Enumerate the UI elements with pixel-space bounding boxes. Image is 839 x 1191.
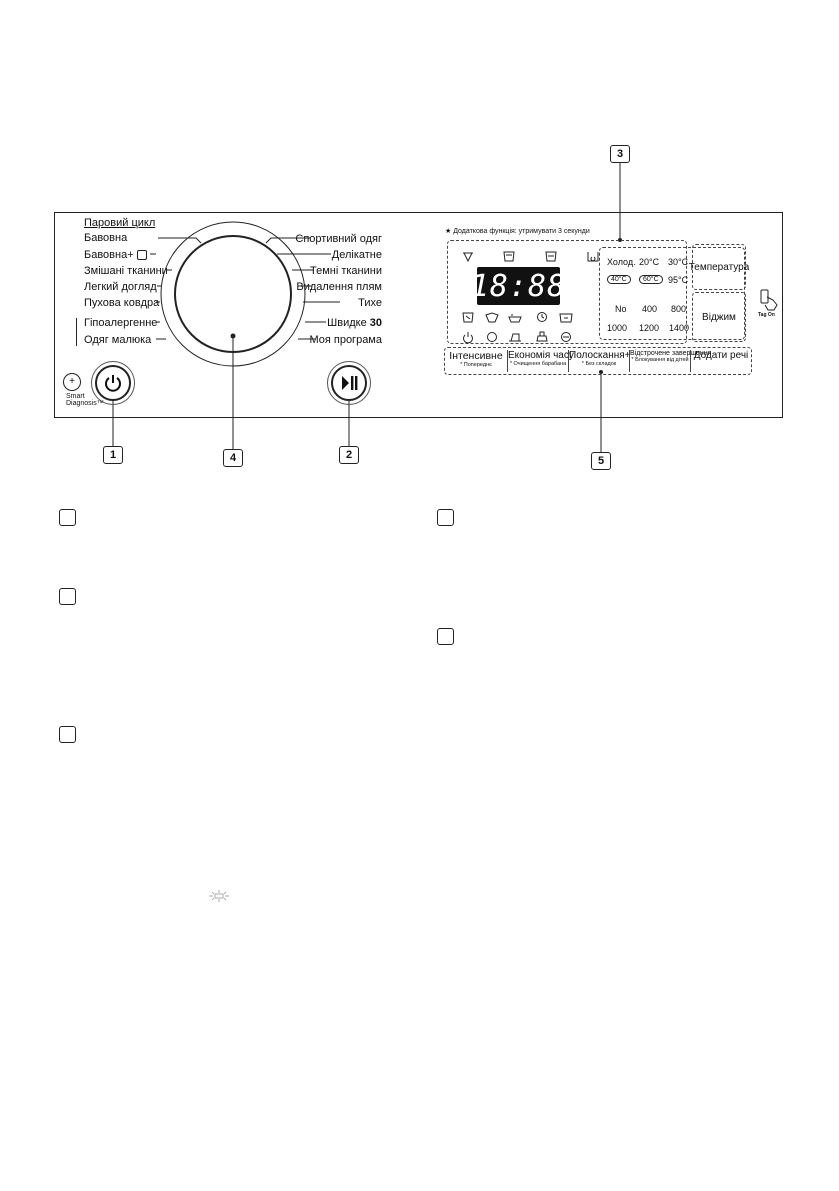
temperature-button[interactable]: Температура bbox=[692, 244, 746, 290]
child-lock-icon bbox=[537, 332, 547, 341]
intensive-button[interactable] bbox=[446, 350, 506, 372]
power-indicator-icon bbox=[464, 332, 473, 343]
program-label-easy-care: Легкий догляд bbox=[84, 281, 157, 293]
dial-graphics bbox=[0, 0, 839, 480]
legend-box-2 bbox=[59, 588, 76, 605]
status-icons-top bbox=[462, 250, 612, 264]
play-pause-icon bbox=[339, 374, 359, 392]
temp-20: 20°C bbox=[639, 257, 660, 267]
tag-on-icon bbox=[758, 289, 782, 311]
program-label-mixed: Змішані тканини bbox=[84, 265, 168, 277]
steam-icon bbox=[486, 313, 498, 322]
legend-box-4 bbox=[437, 509, 454, 526]
spin-button[interactable]: Віджим bbox=[692, 292, 746, 342]
tag-on-label: Tag On bbox=[758, 312, 775, 318]
steam-cycle-header: Паровий цикл bbox=[84, 217, 156, 229]
spin-icon bbox=[588, 252, 598, 261]
legend-box-3 bbox=[59, 726, 76, 743]
legend-box-1 bbox=[59, 509, 76, 526]
rinse-icon bbox=[546, 252, 556, 261]
callout-2: 2 bbox=[339, 446, 359, 464]
power-button[interactable] bbox=[95, 365, 131, 401]
program-label-quick: Швидке 30 bbox=[327, 317, 382, 329]
temp-95: 95°C bbox=[668, 275, 689, 285]
wash-icon bbox=[504, 252, 514, 261]
temp-60: 60°C bbox=[639, 275, 663, 284]
time-save-button[interactable] bbox=[507, 350, 574, 372]
temp-30: 30°C bbox=[668, 257, 689, 267]
tub-clean-sub-label: * Очищення барабана bbox=[509, 361, 567, 367]
time-save-label: Економія часу bbox=[508, 350, 574, 361]
spin-1000: 1000 bbox=[607, 323, 628, 333]
program-label-baby-care: Одяг малюка bbox=[84, 334, 152, 346]
hold-function-note: ★ Додаткова функція: утримувати 3 секунди bbox=[445, 228, 590, 235]
callout-3: 3 bbox=[610, 145, 630, 163]
light-burst-icon bbox=[207, 889, 231, 903]
program-label-delicates: Делікатне bbox=[331, 249, 382, 261]
smart-diagnosis-label: Smart Diagnosis™ bbox=[66, 393, 104, 407]
spin-400: 400 bbox=[642, 304, 658, 314]
program-label-cotton: Бавовна bbox=[84, 232, 128, 244]
prewash-icon bbox=[463, 253, 473, 261]
status-icons-bottom bbox=[462, 311, 612, 347]
add-item-icon bbox=[560, 314, 572, 322]
callout-5: 5 bbox=[591, 452, 611, 470]
callout-4: 4 bbox=[223, 449, 243, 467]
legend-box-5 bbox=[437, 628, 454, 645]
smart-icon bbox=[488, 333, 497, 342]
program-label-dark-wash: Темні тканини bbox=[309, 265, 382, 277]
spin-800: 800 bbox=[671, 304, 687, 314]
power-icon bbox=[103, 373, 123, 393]
tub-clean-icon bbox=[509, 314, 521, 322]
prewash-sub-label: * Попереднє bbox=[460, 362, 492, 368]
program-label-allergy-care: Гіпоалергенне bbox=[84, 317, 158, 329]
add-item-label: Додати речі bbox=[693, 350, 749, 361]
door-lock-icon bbox=[509, 334, 521, 341]
program-label-stain-care: Видалення плям bbox=[296, 281, 382, 293]
delay-end-button[interactable] bbox=[629, 350, 712, 372]
start-pause-button[interactable] bbox=[331, 365, 367, 401]
crease-care-icon bbox=[463, 313, 473, 322]
smart-diagnosis-icon: + bbox=[63, 373, 81, 391]
program-label-sportswear: Спортивний одяг bbox=[295, 233, 382, 245]
add-item-button[interactable] bbox=[690, 350, 751, 372]
time-display: 18:88 bbox=[470, 268, 567, 304]
rinse-plus-button[interactable] bbox=[568, 350, 629, 372]
spin-no: No bbox=[615, 304, 627, 314]
temp-cold: Холод. bbox=[607, 257, 636, 267]
intensive-label: Інтенсивне bbox=[449, 350, 503, 362]
program-label-duvet: Пухова ковдра bbox=[84, 297, 160, 309]
rinse-plus-label: Полоскання+ bbox=[569, 350, 631, 361]
program-label-cotton-plus: Бавовна+ bbox=[84, 249, 147, 261]
child-lock-sub-label: * Блокування від дітей bbox=[631, 357, 689, 363]
program-label-silent: Тихе bbox=[358, 297, 382, 309]
crease-care-sub-label: * Без складок bbox=[581, 361, 617, 367]
callout-1: 1 bbox=[103, 446, 123, 464]
delay-end-label: Відстрочене завершення bbox=[630, 350, 712, 357]
spin-1400: 1400 bbox=[669, 323, 690, 333]
program-label-my-cycle: Моя програма bbox=[309, 334, 382, 346]
spin-1200: 1200 bbox=[639, 323, 660, 333]
temp-40: 40°C bbox=[607, 275, 631, 284]
